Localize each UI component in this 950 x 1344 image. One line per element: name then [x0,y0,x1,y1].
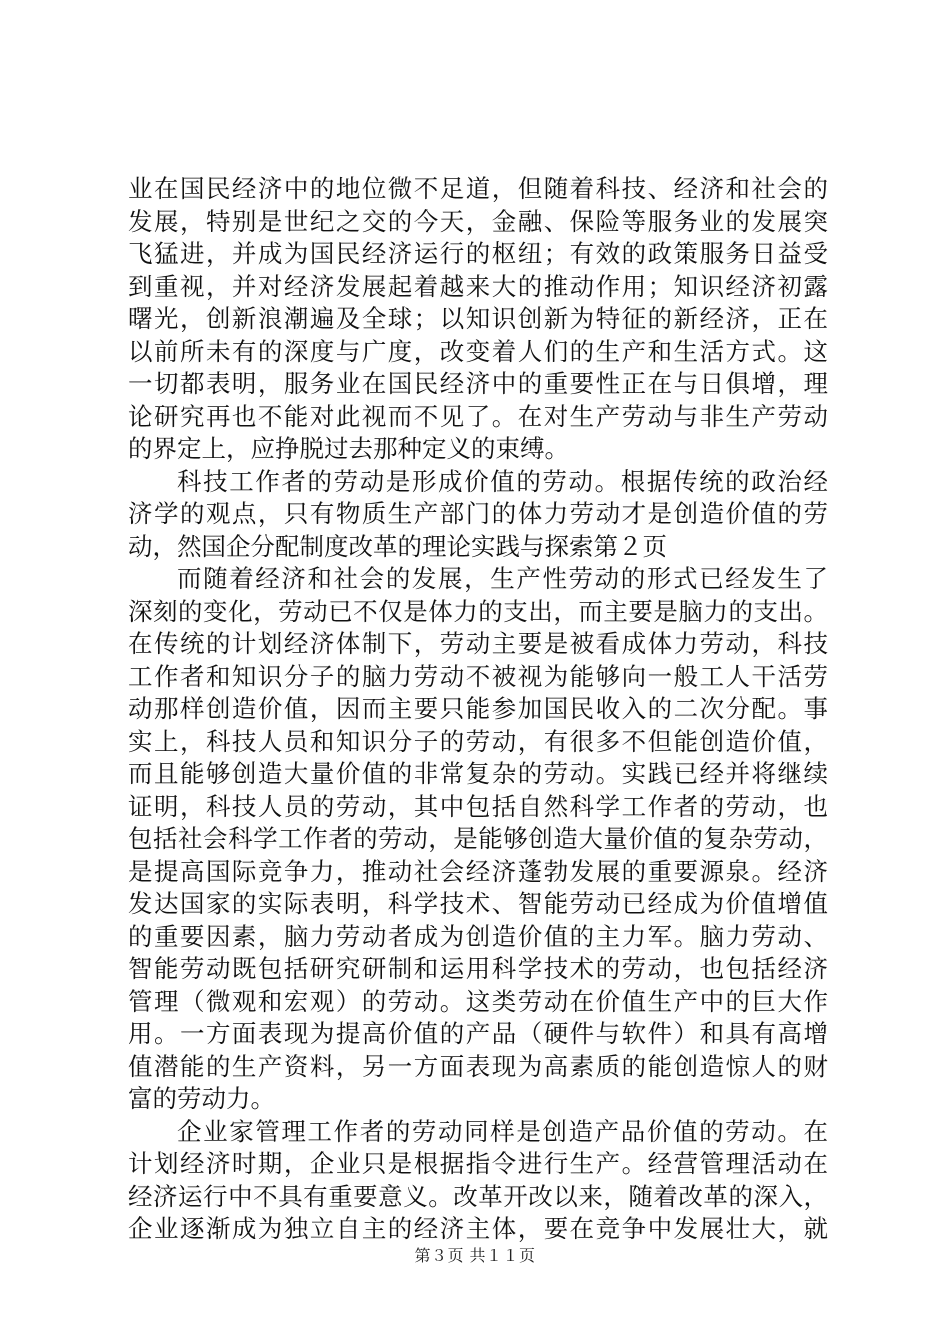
text-line: 经济运行中不具有重要意义。改革开改以来，随着改革的深入， [128,1181,828,1211]
text-line: 包括社会科学工作者的劳动，是能够创造大量价值的复杂劳动， [128,824,828,853]
text-line: 工作者和知识分子的脑力劳动不被视为能够向一般工人干活劳 [128,661,828,691]
text-line: 管理（微观和宏观）的劳动。这类劳动在价值生产中的巨大作 [128,986,828,1016]
text-line: 论研究再也不能对此视而不见了。在对生产劳动与非生产劳动 [128,401,828,431]
document-body [128,173,828,1246]
text-line: 发达国家的实际表明，科学技术、智能劳动已经成为价值增值 [128,889,828,918]
text-line: 而且能够创造大量价值的非常复杂的劳动。实践已经并将继续 [128,759,828,788]
text-line: 实上，科技人员和知识分子的劳动，有很多不但能创造价值， [128,726,828,756]
text-line: 曙光，创新浪潮遍及全球；以知识创新为特征的新经济，正在 [128,304,828,333]
text-line: 动那样创造价值，因而主要只能参加国民收入的二次分配。事 [128,694,828,723]
paragraph [128,466,828,564]
paragraph [128,1116,828,1246]
text-line: 是提高国际竞争力，推动社会经济蓬勃发展的重要源泉。经济 [128,856,828,886]
text-line: 的界定上，应挣脱过去那种定义的束缚。 [128,434,569,463]
paragraph [128,563,828,1116]
text-line: 在传统的计划经济体制下，劳动主要是被看成体力劳动，科技 [128,629,828,658]
text-line: 飞猛进，并成为国民经济运行的枢纽；有效的政策服务日益受 [128,239,828,268]
text-line: 济学的观点，只有物质生产部门的体力劳动才是创造价值的劳 [128,499,828,528]
page-footer: 第３页 共１１页 [414,1246,536,1265]
text-line: 计划经济时期，企业只是根据指令进行生产。经营管理活动在 [128,1149,828,1178]
text-line: 科技工作者的劳动是形成价值的劳动。根据传统的政治经 [177,466,828,496]
text-line: 以前所未有的深度与广度，改变着人们的生产和生活方式。这 [128,336,828,366]
text-line: 富的劳动力。 [128,1084,275,1113]
text-line: 企业家管理工作者的劳动同样是创造产品价值的劳动。在 [177,1116,828,1146]
text-line: 的重要因素，脑力劳动者成为创造价值的主力军。脑力劳动、 [128,921,828,951]
text-line: 企业逐渐成为独立自主的经济主体，要在竞争中发展壮大，就 [128,1214,828,1243]
text-line: 一切都表明，服务业在国民经济中的重要性正在与日俱增，理 [128,369,828,398]
text-line: 用。一方面表现为提高价值的产品（硬件与软件）和具有高增 [128,1019,828,1048]
text-line: 而随着经济和社会的发展，生产性劳动的形式已经发生了 [177,564,828,593]
text-line: 动，然国企分配制度改革的理论实践与探索第２页 [128,531,667,561]
text-line: 值潜能的生产资料，另一方面表现为高素质的能创造惊人的财 [128,1051,828,1081]
text-line: 深刻的变化，劳动已不仅是体力的支出，而主要是脑力的支出。 [128,596,828,626]
text-line: 智能劳动既包括研究研制和运用科学技术的劳动，也包括经济 [128,954,828,983]
paragraph [128,173,828,466]
text-line: 证明，科技人员的劳动，其中包括自然科学工作者的劳动，也 [128,791,828,821]
text-line: 业在国民经济中的地位微不足道，但随着科技、经济和社会的 [128,174,828,203]
text-line: 发展，特别是世纪之交的今天，金融、保险等服务业的发展突 [128,206,828,236]
text-line: 到重视，并对经济发展起着越来大的推动作用；知识经济初露 [128,271,828,301]
